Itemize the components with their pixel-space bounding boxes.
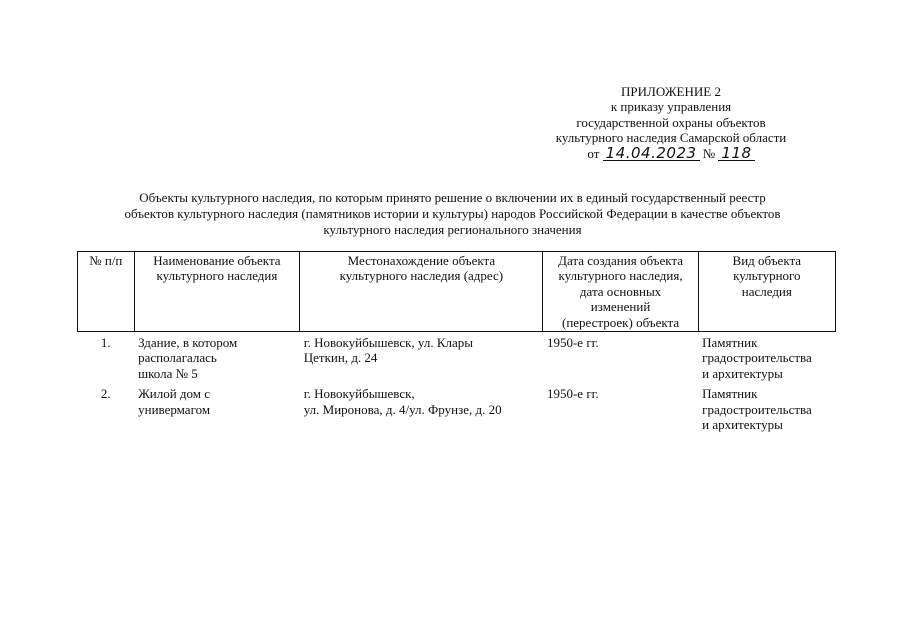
row-number: 1. xyxy=(100,335,111,351)
header-date: Дата создания объекта культурного наследия, дата основных изменений (перестроек) объекта xyxy=(543,252,698,332)
appendix-line: к приказу управления xyxy=(610,99,732,115)
object-date: 1950-е гг. xyxy=(546,386,599,402)
table-row xyxy=(78,383,836,434)
header-kind: Вид объекта культурного наследия xyxy=(698,252,835,332)
appendix-block xyxy=(521,84,821,161)
table-header-row xyxy=(78,252,836,332)
row-number: 2. xyxy=(100,386,111,402)
handwritten-number: 118 xyxy=(718,147,754,161)
header-name: Наименование объекта культурного наследия xyxy=(134,252,300,332)
heading-line: объектов культурного наследия (памятников истории и культуры) народов Российской Федерации в качестве объектов xyxy=(124,206,781,221)
header-address: Местонахождение объекта культурного наследия (адрес) xyxy=(300,252,543,332)
date-prefix: от xyxy=(587,145,600,161)
object-name: Здание, в котором располагалась школа № 5 xyxy=(138,335,238,381)
number-sign: № xyxy=(702,145,716,161)
order-date-line xyxy=(521,143,821,162)
header-number: № п/п xyxy=(78,252,135,332)
object-address: г. Новокуйбышевск, ул. Миронова, д. 4/ул. Фрунзе, д. 20 xyxy=(303,386,502,417)
object-kind: Памятник градостроительства и архитектуры xyxy=(702,386,812,433)
handwritten-date: 14.04.2023 xyxy=(603,147,700,161)
appendix-line: государственной охраны объектов xyxy=(576,114,766,130)
document-heading xyxy=(60,190,845,238)
heritage-table xyxy=(77,251,836,434)
object-address: г. Новокуйбышевск, ул. Клары Цеткин, д. 24 xyxy=(303,335,473,366)
object-name: Жилой дом с универмагом xyxy=(138,386,211,417)
object-date: 1950-е гг. xyxy=(546,335,599,351)
appendix-line: культурного наследия Самарской области xyxy=(555,130,787,146)
heading-line: Объекты культурного наследия, по которым принято решение о включении их в единый государственный реестр xyxy=(139,190,766,205)
appendix-title: ПРИЛОЖЕНИЕ 2 xyxy=(621,84,721,99)
table-row xyxy=(78,332,836,384)
object-kind: Памятник градостроительства и архитектуры xyxy=(702,335,812,381)
heading-line: культурного наследия регионального значения xyxy=(323,222,582,237)
